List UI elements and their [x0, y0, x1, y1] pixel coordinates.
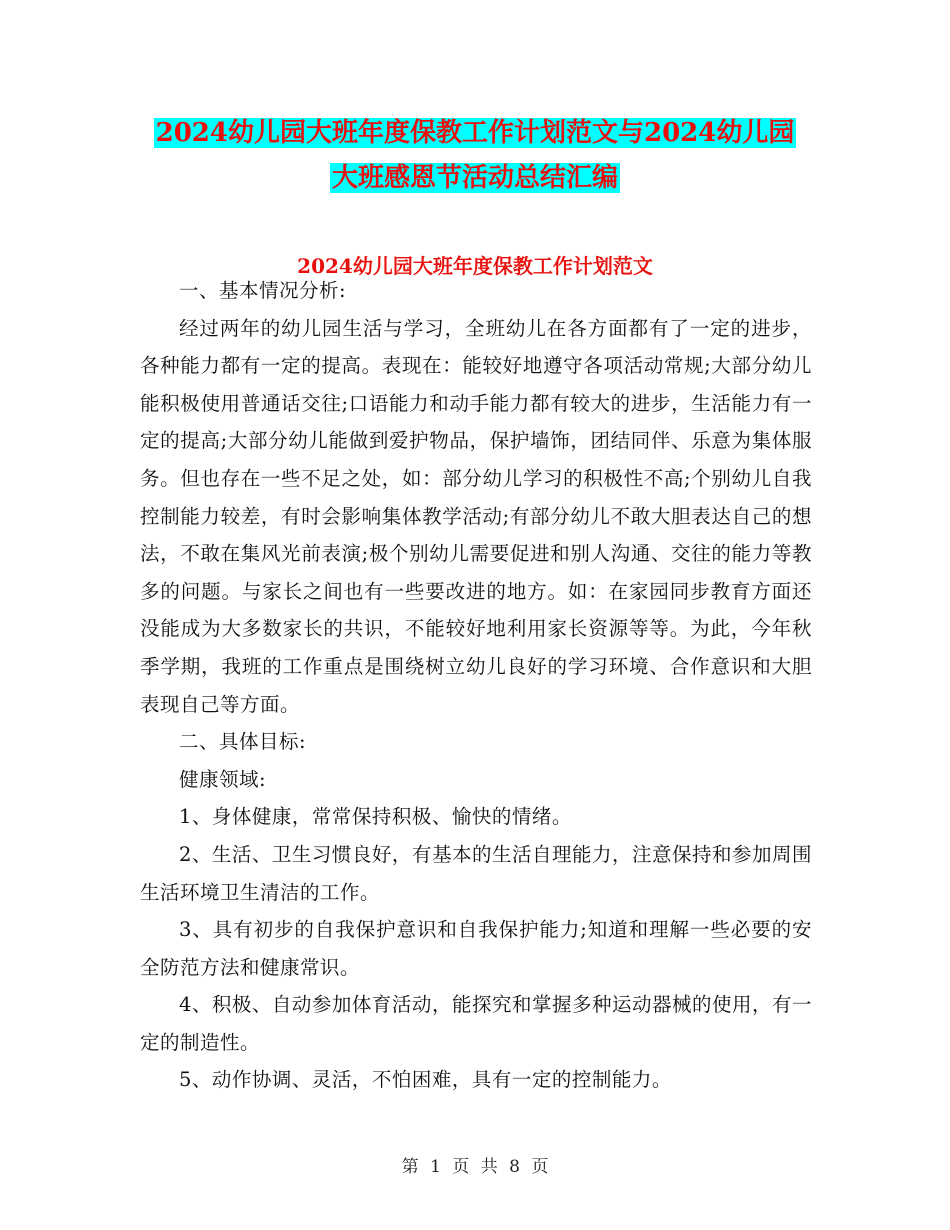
section-title: 2024幼儿园大班年度保教工作计划范文	[297, 254, 653, 278]
document-title	[60, 112, 890, 202]
paragraph-analysis: 经过两年的幼儿园生活与学习，全班幼儿在各方面都有了一定的进步，各种能力都有一定的提高。表现在：能较好地遵守各项活动常规;大部分幼儿能积极使用普通话交往;口语能力和动手能力都有较大的进步，生活能力有一定的提高;大部分幼儿能做到爱护物品，保护墙饰，团结同伴、乐意为集体服务。但也存在一些不足之处，如：部分幼儿学习的积极性不高;个别幼儿自我控制能力较差，有时会影响集体教学活动;有部分幼儿不敢大胆表达自己的想法，不敢在集风光前表演;极个别幼儿需要促进和别人沟通、交往的能力等教多的问题。与家长之间也有一些要改进的地方。如：在家园同步教育方面还没能成为大多数家长的共识，不能较好地利用家长资源等等。为此，今年秋季学期，我班的工作重点是围绕树立幼儿良好的学习环境、合作意识和大胆表现自己等方面。	[140, 316, 812, 716]
document-body	[140, 272, 812, 1099]
goal-item-2: 2、生活、卫生习惯良好，有基本的生活自理能力，注意保持和参加周围生活环境卫生清洁的工作。	[140, 842, 812, 904]
heading-basic-analysis: 一、基本情况分析:	[179, 279, 347, 302]
heading-health-domain: 健康领域:	[179, 767, 267, 791]
goal-item-5: 5、动作协调、灵活，不怕困难，具有一定的控制能力。	[179, 1068, 672, 1092]
heading-specific-goals: 二、具体目标:	[179, 730, 307, 754]
page-number-footer: 第 1 页 共 8 页	[401, 1157, 549, 1177]
goal-item-4: 4、积极、自动参加体育活动，能探究和掌握多种运动器械的使用，有一定的制造性。	[140, 993, 812, 1054]
goal-item-3: 3、具有初步的自我保护意识和自我保护能力;知道和理解一些必要的安全防范方法和健康常识。	[140, 918, 812, 979]
document-title-line-2: 大班感恩节活动总结汇编	[331, 163, 618, 193]
goal-item-1: 1、身体健康，常常保持积极、愉快的情绪。	[179, 805, 572, 829]
document-title-line-1: 2024幼儿园大班年度保教工作计划范文与2024幼儿园	[155, 118, 795, 148]
